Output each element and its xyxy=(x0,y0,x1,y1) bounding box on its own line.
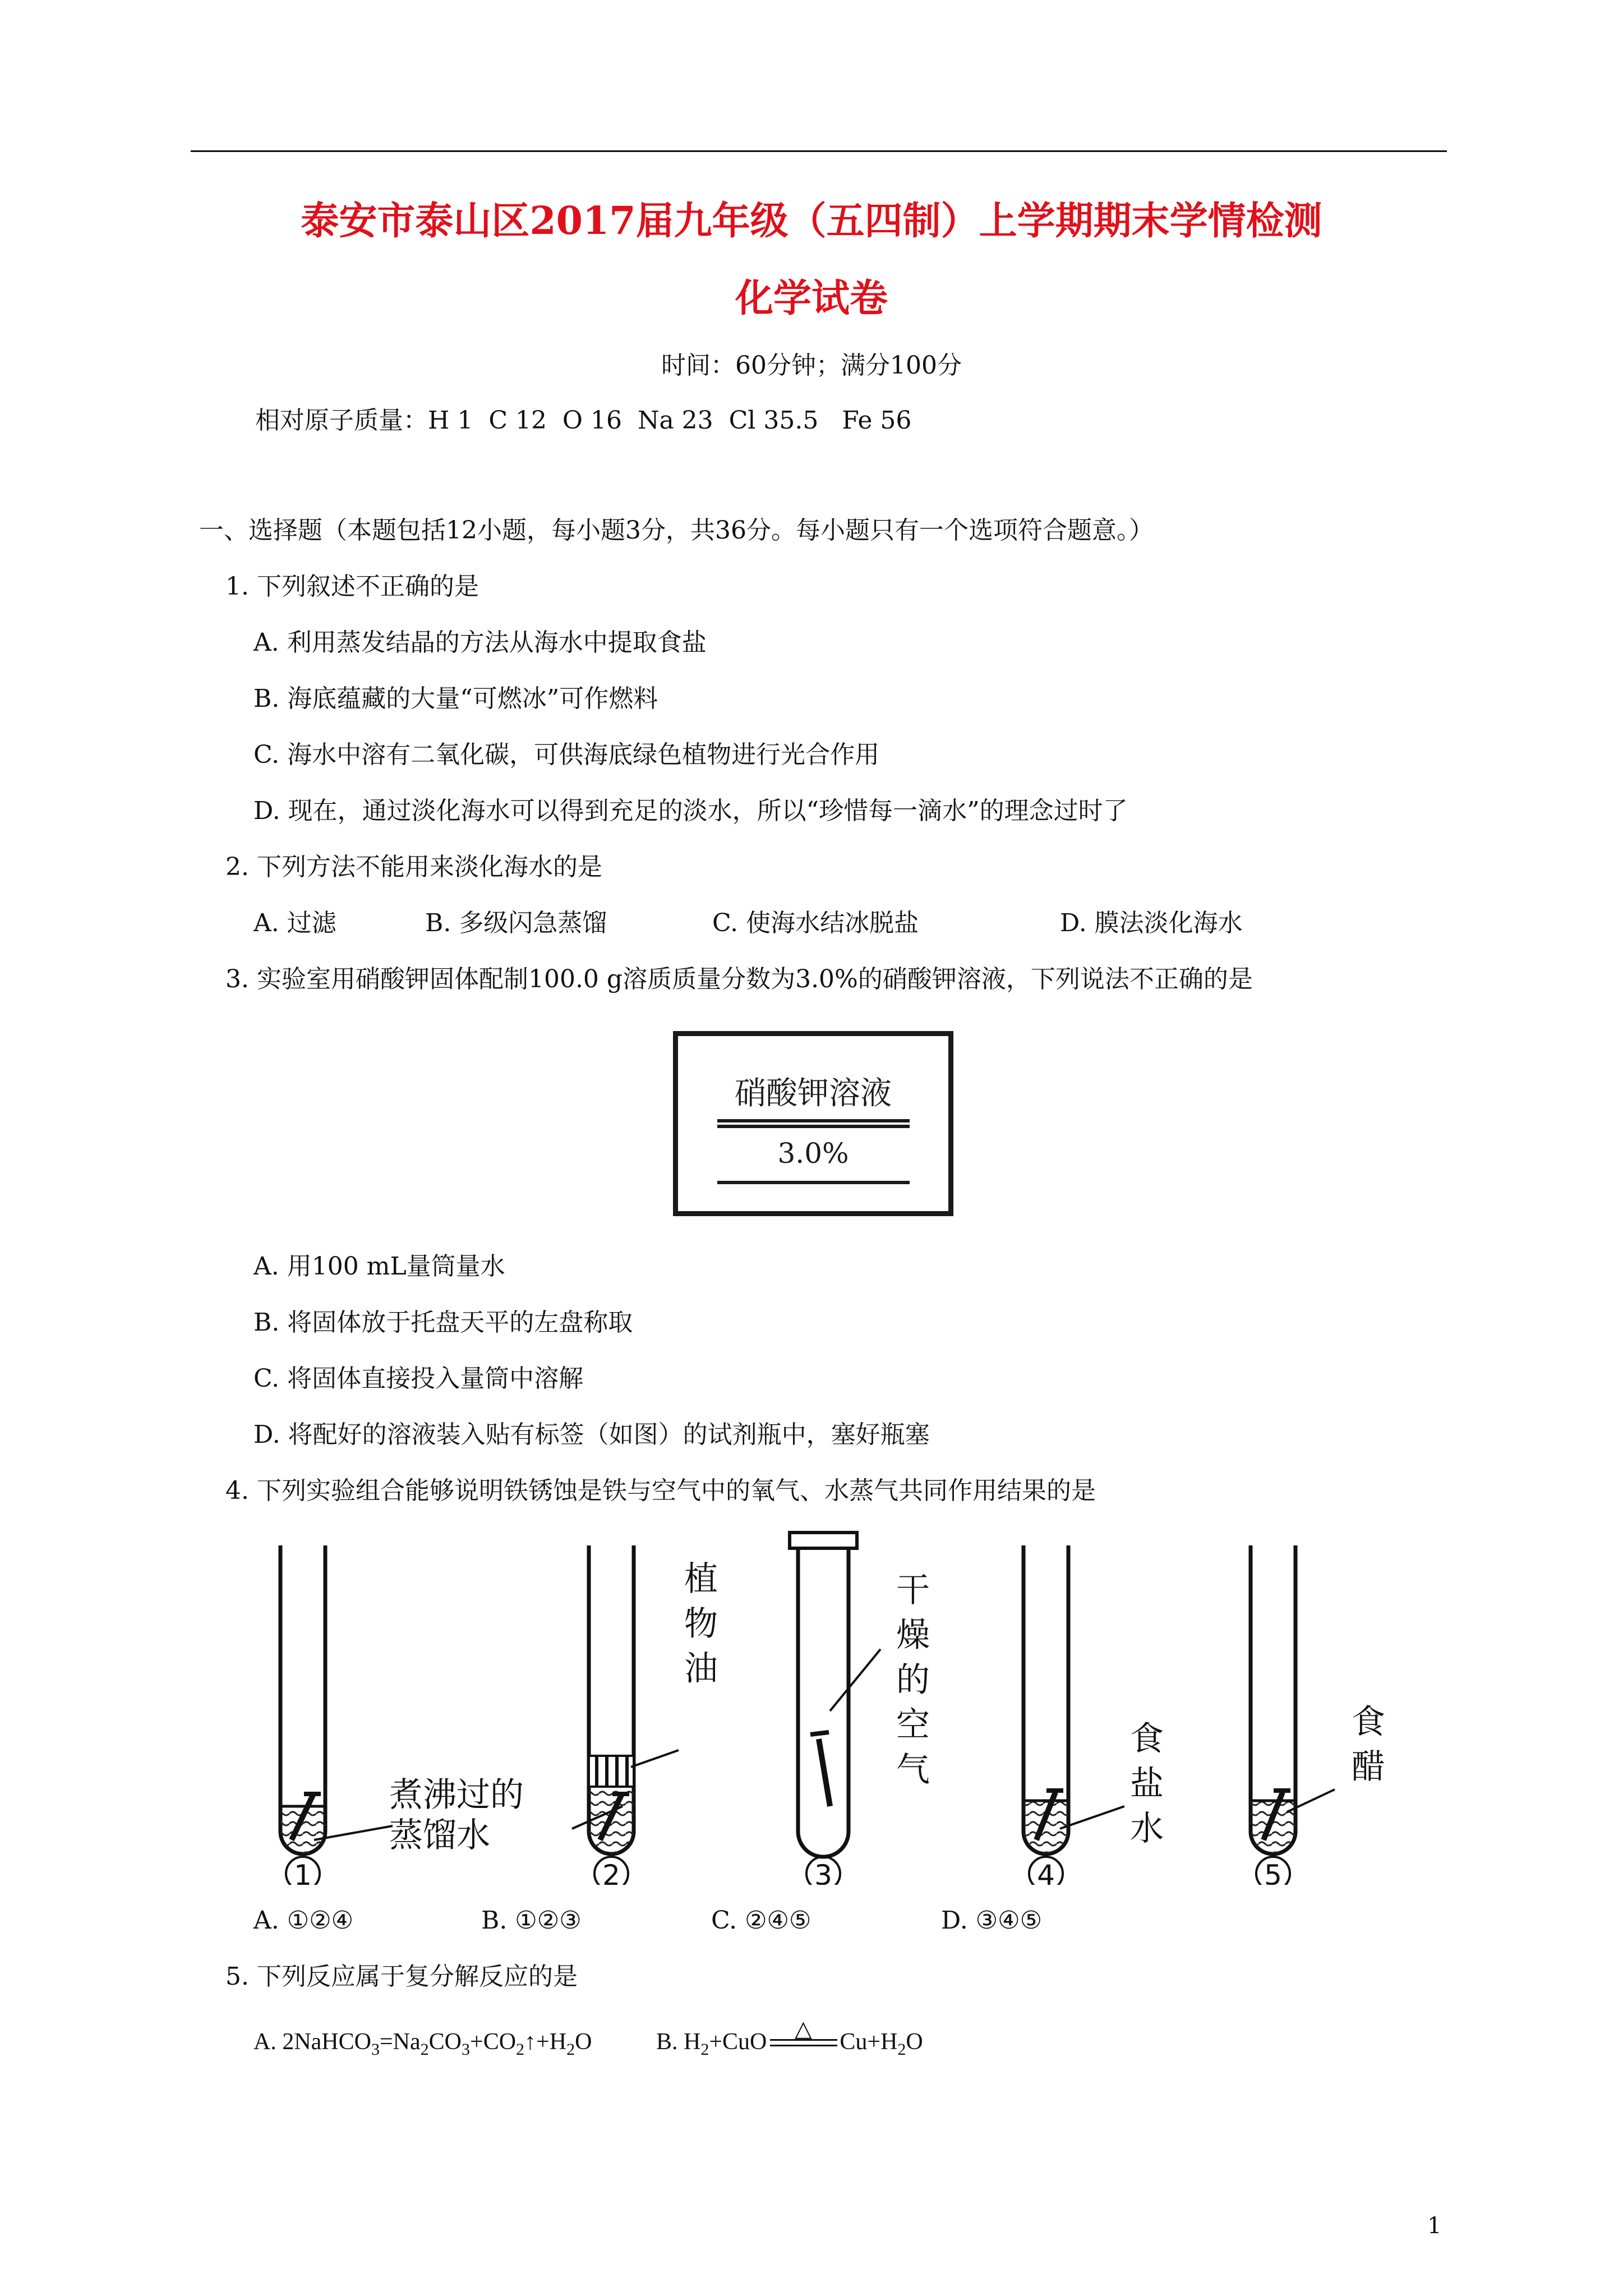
q4-option-b: B. ①②③ xyxy=(481,1906,582,1935)
tube-1-number: 1 xyxy=(294,1859,312,1885)
label-name: 硝酸钾溶液 xyxy=(735,1075,892,1112)
q1-option-c: C. 海水中溶有二氧化碳，可供海底绿色植物进行光合作用 xyxy=(253,740,880,769)
tube-2-number: 2 xyxy=(602,1859,620,1885)
tube-4-label-1: 食 xyxy=(1130,1719,1164,1759)
q4-option-d: D. ③④⑤ xyxy=(941,1906,1043,1935)
q3-option-b: B. 将固体放于托盘天平的左盘称取 xyxy=(253,1308,633,1337)
q5-stem: 5. 下列反应属于复分解反应的是 xyxy=(225,1962,578,1991)
q2-option-d: D. 膜法淡化海水 xyxy=(1060,909,1243,937)
q4-stem: 4. 下列实验组合能够说明铁锈蚀是铁与空气中的氧气、水蒸气共同作用结果的是 xyxy=(225,1476,1096,1505)
stopper-icon xyxy=(790,1533,857,1548)
q1-option-d: D. 现在，通过淡化海水可以得到充足的淡水，所以“珍惜每一滴水”的理念过时了 xyxy=(253,797,1128,825)
q3-option-a: A. 用100 mL量筒量水 xyxy=(253,1252,505,1281)
tube-5-number: 5 xyxy=(1264,1859,1282,1885)
q4-option-a: A. ①②④ xyxy=(253,1906,354,1935)
reagent-label-figure xyxy=(673,1031,953,1216)
triangle-icon: △ xyxy=(795,2016,812,2042)
tube-3 xyxy=(790,1533,930,1885)
q3-option-d: D. 将配好的溶液装入贴有标签（如图）的试剂瓶中，塞好瓶塞 xyxy=(253,1420,930,1449)
label-rule-top xyxy=(717,1119,910,1122)
exam-subtitle: 化学试卷 xyxy=(735,276,888,321)
tube-4-label-3: 水 xyxy=(1130,1809,1164,1848)
tube-3-number: 3 xyxy=(814,1859,832,1885)
tube-1-label-line2: 蒸馏水 xyxy=(389,1816,490,1855)
test-tube-figure xyxy=(236,1526,1447,1885)
tube-5 xyxy=(1251,1545,1385,1885)
tube-2-label-1: 植 xyxy=(684,1559,718,1599)
tube-3-label-2: 燥 xyxy=(896,1616,930,1655)
tube-2 xyxy=(572,1545,718,1885)
tube-2-label-3: 油 xyxy=(684,1649,718,1688)
q2-option-a: A. 过滤 xyxy=(253,909,336,937)
atomic-masses: 相对原子质量：H 1 C 12 O 16 Na 23 Cl 35.5 Fe 56 xyxy=(255,406,912,435)
tube-3-label-3: 的 xyxy=(896,1660,930,1700)
section-heading: 一、选择题（本题包括12小题，每小题3分，共36分。每小题只有一个选项符合题意。） xyxy=(199,516,1154,545)
q2-option-c: C. 使海水结冰脱盐 xyxy=(712,909,919,937)
co: CO xyxy=(428,2029,462,2055)
q4-option-c: C. ②④⑤ xyxy=(711,1906,811,1935)
tube-5-label-2: 醋 xyxy=(1352,1747,1385,1787)
q3-option-c: C. 将固体直接投入量筒中溶解 xyxy=(253,1364,584,1393)
tube-4-number: 4 xyxy=(1037,1859,1055,1885)
q1-option-b: B. 海底蕴藏的大量“可燃冰”可作燃料 xyxy=(253,684,658,713)
q1-stem: 1. 下列叙述不正确的是 xyxy=(225,572,479,601)
tube-1 xyxy=(280,1545,524,1885)
q5-option-b: B. $H_2+CuO$ △ $Cu+H_2O$ xyxy=(656,2025,923,2067)
tube-5-label-1: 食 xyxy=(1352,1703,1385,1742)
q3-stem: 3. 实验室用硝酸钾固体配制100.0 g溶质质量分数为3.0%的硝酸钾溶液，下列说法不正确的是 xyxy=(225,965,1253,993)
tube-2-label-2: 物 xyxy=(684,1604,718,1644)
time-info: 时间：60分钟；满分100分 xyxy=(661,351,962,380)
q5-option-a: A. $2NaHCO_3=Na_2CO_3+CO_2↑+H_2O$ xyxy=(253,2029,592,2059)
tube-3-label-1: 干 xyxy=(896,1571,930,1610)
tube-1-label-line1: 煮沸过的 xyxy=(389,1775,524,1815)
tube-4 xyxy=(1023,1545,1164,1885)
exam-title: 泰安市泰山区2017届九年级（五四制）上学期期末学情检测 xyxy=(301,199,1322,243)
heating-condition xyxy=(767,2016,840,2055)
q2-stem: 2. 下列方法不能用来淡化海水的是 xyxy=(225,853,602,881)
q1-option-a: A. 利用蒸发结晶的方法从海水中提取食盐 xyxy=(253,628,707,657)
page-number: 1 xyxy=(1427,2213,1442,2239)
top-rule xyxy=(191,150,1447,152)
tube-3-label-5: 气 xyxy=(896,1750,930,1789)
label-rule-top-2 xyxy=(717,1125,910,1128)
label-rule-bottom xyxy=(717,1181,910,1184)
tube-3-label-4: 空 xyxy=(896,1705,930,1745)
label-percent: 3.0% xyxy=(777,1137,849,1170)
tube-4-label-2: 盐 xyxy=(1130,1764,1164,1803)
q2-option-b: B. 多级闪急蒸馏 xyxy=(425,909,607,937)
